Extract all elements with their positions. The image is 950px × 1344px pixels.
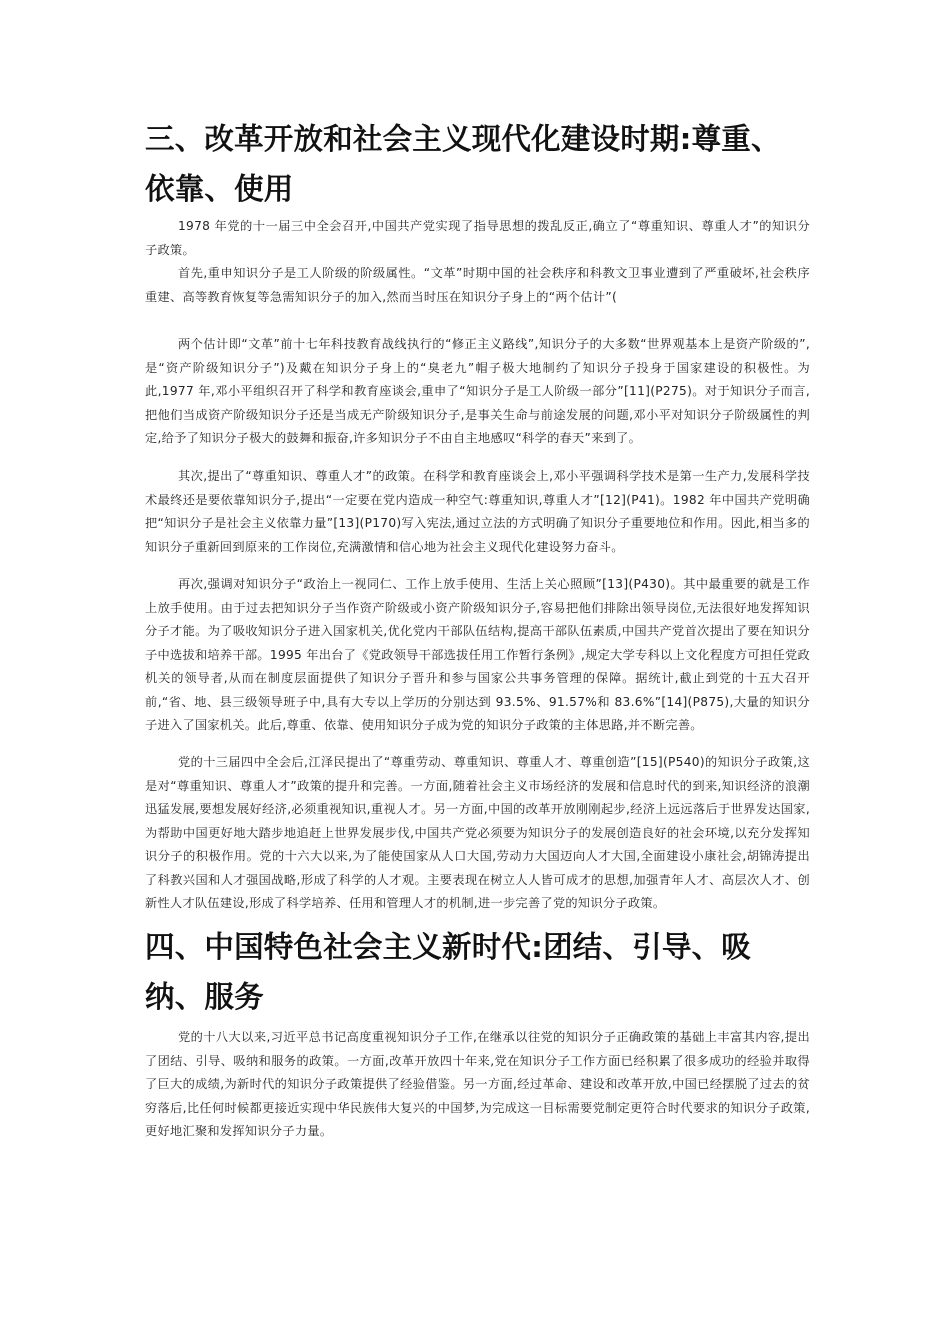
body-paragraph: 再次,强调对知识分子“政治上一视同仁、工作上放手使用、生活上关心照顾”[13](P430)。其中最重要的就是工作上放手使用。由于过去把知识分子当作资产阶级或小资产阶级知识分子,容易把他们排除出领导岗位,无法很好地发挥知识分子才能。为了吸收知识分子进入国家机关,优化党内干部队伍结构,提高干部队伍素质,中国共产党首次提出了要在知识分子中选拔和培养干部。1995 年出台了《党政领导干部选拔任用工作暂行条例》,规定大学专科以上文化程度方可担任党政机关的领导者,从而在制度层面提供了知识分子晋升和参与国家公共事务管理的保障。据统计,截止到党的十五大召开前,“省、地、县三级领导班子中,具有大专以上学历的分别达到 93.5%、91.57%和 83.6%”[14](P875),大量的知识分子进入了国家机关。此后,尊重、依靠、使用知识分子成为党的知识分子政策的主体思路,并不断完善。: [145, 577, 810, 732]
body-paragraph: 党的十八大以来,习近平总书记高度重视知识分子工作,在继承以往党的知识分子正确政策的基础上丰富其内容,提出了团结、引导、吸纳和服务的政策。一方面,改革开放四十年来,党在知识分子工作方面已经积累了很多成功的经验并取得了巨大的成绩,为新时代的知识分子政策提供了经验借鉴。另一方面,经过革命、建设和改革开放,中国已经摆脱了过去的贫穷落后,比任何时候都更接近实现中华民族伟大复兴的中国梦,为完成这一目标需要党制定更符合时代要求的知识分子政策,更好地汇聚和发挥知识分子力量。: [145, 1030, 810, 1138]
body-paragraph: 1978 年党的十一届三中全会召开,中国共产党实现了指导思想的拨乱反正,确立了“尊重知识、尊重人才”的知识分子政策。: [145, 219, 810, 257]
body-paragraph: 其次,提出了“尊重知识、尊重人才”的政策。在科学和教育座谈会上,邓小平强调科学技术是第一生产力,发展科学技术最终还是要依靠知识分子,提出“一定要在党内造成一种空气:尊重知识,尊重人才”[12](P41)。1982 年中国共产党明确把“知识分子是社会主义依靠力量”[13](P170)写入宪法,通过立法的方式明确了知识分子重要地位和作用。因此,相当多的知识分子重新回到原来的工作岗位,充满激情和信心地为社会主义现代化建设努力奋斗。: [145, 469, 810, 554]
body-paragraph: 两个估计即“文革”前十七年科技教育战线执行的“修正主义路线”,知识分子的大多数“世界观基本上是资产阶级的”,是“资产阶级知识分子”)及戴在知识分子身上的“臭老九”帽子极大地制约了知识分子投身于国家建设的积极性。为此,1977 年,邓小平组织召开了科学和教育座谈会,重申了“知识分子是工人阶级一部分”[11](P275)。对于知识分子而言,把他们当成资产阶级知识分子还是当成无产阶级知识分子,是事关生命与前途发展的问题,邓小平对知识分子阶级属性的判定,给予了知识分子极大的鼓舞和振奋,许多知识分子不由自主地感叹“科学的春天”来到了。: [145, 337, 810, 445]
section-heading: 四、中国特色社会主义新时代:团结、引导、吸纳、服务: [145, 930, 751, 1014]
body-paragraph: 首先,重申知识分子是工人阶级的阶级属性。“文革”时期中国的社会秩序和科教文卫事业遭到了严重破坏,社会秩序重建、高等教育恢复等急需知识分子的加入,然而当时压在知识分子身上的“两个估计”(: [145, 266, 810, 304]
section-heading: 三、改革开放和社会主义现代化建设时期:尊重、依靠、使用: [145, 122, 781, 206]
body-paragraph: 党的十三届四中全会后,江泽民提出了“尊重劳动、尊重知识、尊重人才、尊重创造”[15](P540)的知识分子政策,这是对“尊重知识、尊重人才”政策的提升和完善。一方面,随着社会主义市场经济的发展和信息时代的到来,知识经济的浪潮迅猛发展,要想发展好经济,必须重视知识,重视人才。另一方面,中国的改革开放刚刚起步,经济上远远落后于世界发达国家,为帮助中国更好地大踏步地追赶上世界发展步伐,中国共产党必须要为知识分子的发展创造良好的社会环境,以充分发挥知识分子的积极作用。党的十六大以来,为了能使国家从人口大国,劳动力大国迈向人才大国,全面建设小康社会,胡锦涛提出了科教兴国和人才强国战略,形成了科学的人才观。主要表现在树立人人皆可成才的思想,加强青年人才、高层次人才、创新性人才队伍建设,形成了科学培养、任用和管理人才的机制,进一步完善了党的知识分子政策。: [145, 755, 810, 910]
